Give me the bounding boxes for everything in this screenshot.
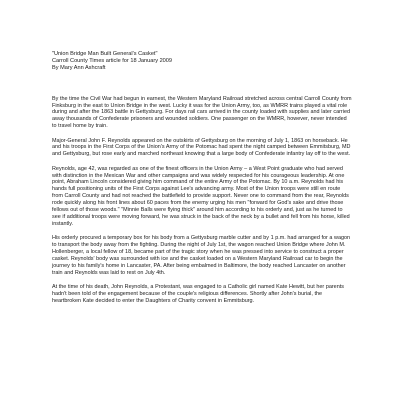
article-header — [52, 51, 352, 73]
paragraph-2: Major-General John F. Reynolds appeared on the outskirts of Gettysburg on the morning of July 1, 1863 on horseback. He and his troops in the First Corps of the Union's Army of the Potomac had spent the night camped between Emmitsburg, MD and Gettysburg, but rose early and marched northeast knowing that a large body of Confederate infantry lay off to the west. — [52, 137, 351, 158]
paragraph-5: At the time of his death, John Reynolds, a Protestant, was engaged to a Catholic girl named Kate Hewitt, but her parents hadn't been told of the engagement because of the couple's religious differences. Shortly after John's burial, the heartbroken Kate decided to enter the Daughters of Charity convent in Emmitsburg. — [52, 284, 344, 304]
paragraph-3: Reynolds, age 42, was regarded as one of the finest officers in the Union Army – a West Point graduate who had served with distinction in the Mexican War and other campaigns and was widely respected for his courageous leadership. At one point, Abraham Lincoln considered giving him command of the entire Army of the Potomac. By 10 a.m. Reynolds had his hands full positioning units of the First Corps against Lee's advancing army. Most of the Union troops were still en route from Carroll County and had not reached the battlefield to provide support. Never one to command from the rear, Reynolds rode quickly along his front lines about 60 paces from the enemy urging his men "forward for God's sake and drive those fellows out of those woods." "Minnie Balls were flying thick" around him according to his orderly and, just as he turned to see if additional troops were moving forward, he was struck in the back of the neck by a bullet and fell from his horse, killed instantly. — [52, 165, 350, 227]
article-source: Carroll County Times article for 18 January 2009 — [52, 58, 173, 65]
paragraph-4: His orderly procured a temporary box for his body from a Gettysburg marble cutter and by 1 p.m. had arranged for a wagon to transport the body away from the fighting. During the night of July 1st, the wagon reached Union Bridge where John M. Hollenberger, a local fellow of 18, became part of the tragic story when he was pressed into service to construct a proper casket. Reynolds' body was surrounded with ice and the casket loaded on a Western Maryland Railroad car to begin the journey to his family's home in Lancaster, PA. After being embalmed in Baltimore, the body reached Lancaster on another train and Reynolds was laid to rest on July 4th. — [52, 235, 351, 276]
article-title: "Union Bridge Man Built General's Casket" — [52, 51, 158, 57]
paragraph-1: By the time the Civil War had begun in earnest, the Western Maryland Railroad stretched across central Carroll County from Finksburg in the east to Union Bridge in the west. Lucky it was for the Union Army, too, as WMRR trains played a vital role during and after the 1863 battle in Gettysburg. For days rail cars arrived in the county loaded with supplies and later carried away thousands of Confederate prisoners and wounded soldiers. One passenger on the WMRR, however, never intended to travel home by train. — [52, 95, 352, 130]
article-byline: By Mary Ann Ashcraft — [52, 65, 106, 72]
